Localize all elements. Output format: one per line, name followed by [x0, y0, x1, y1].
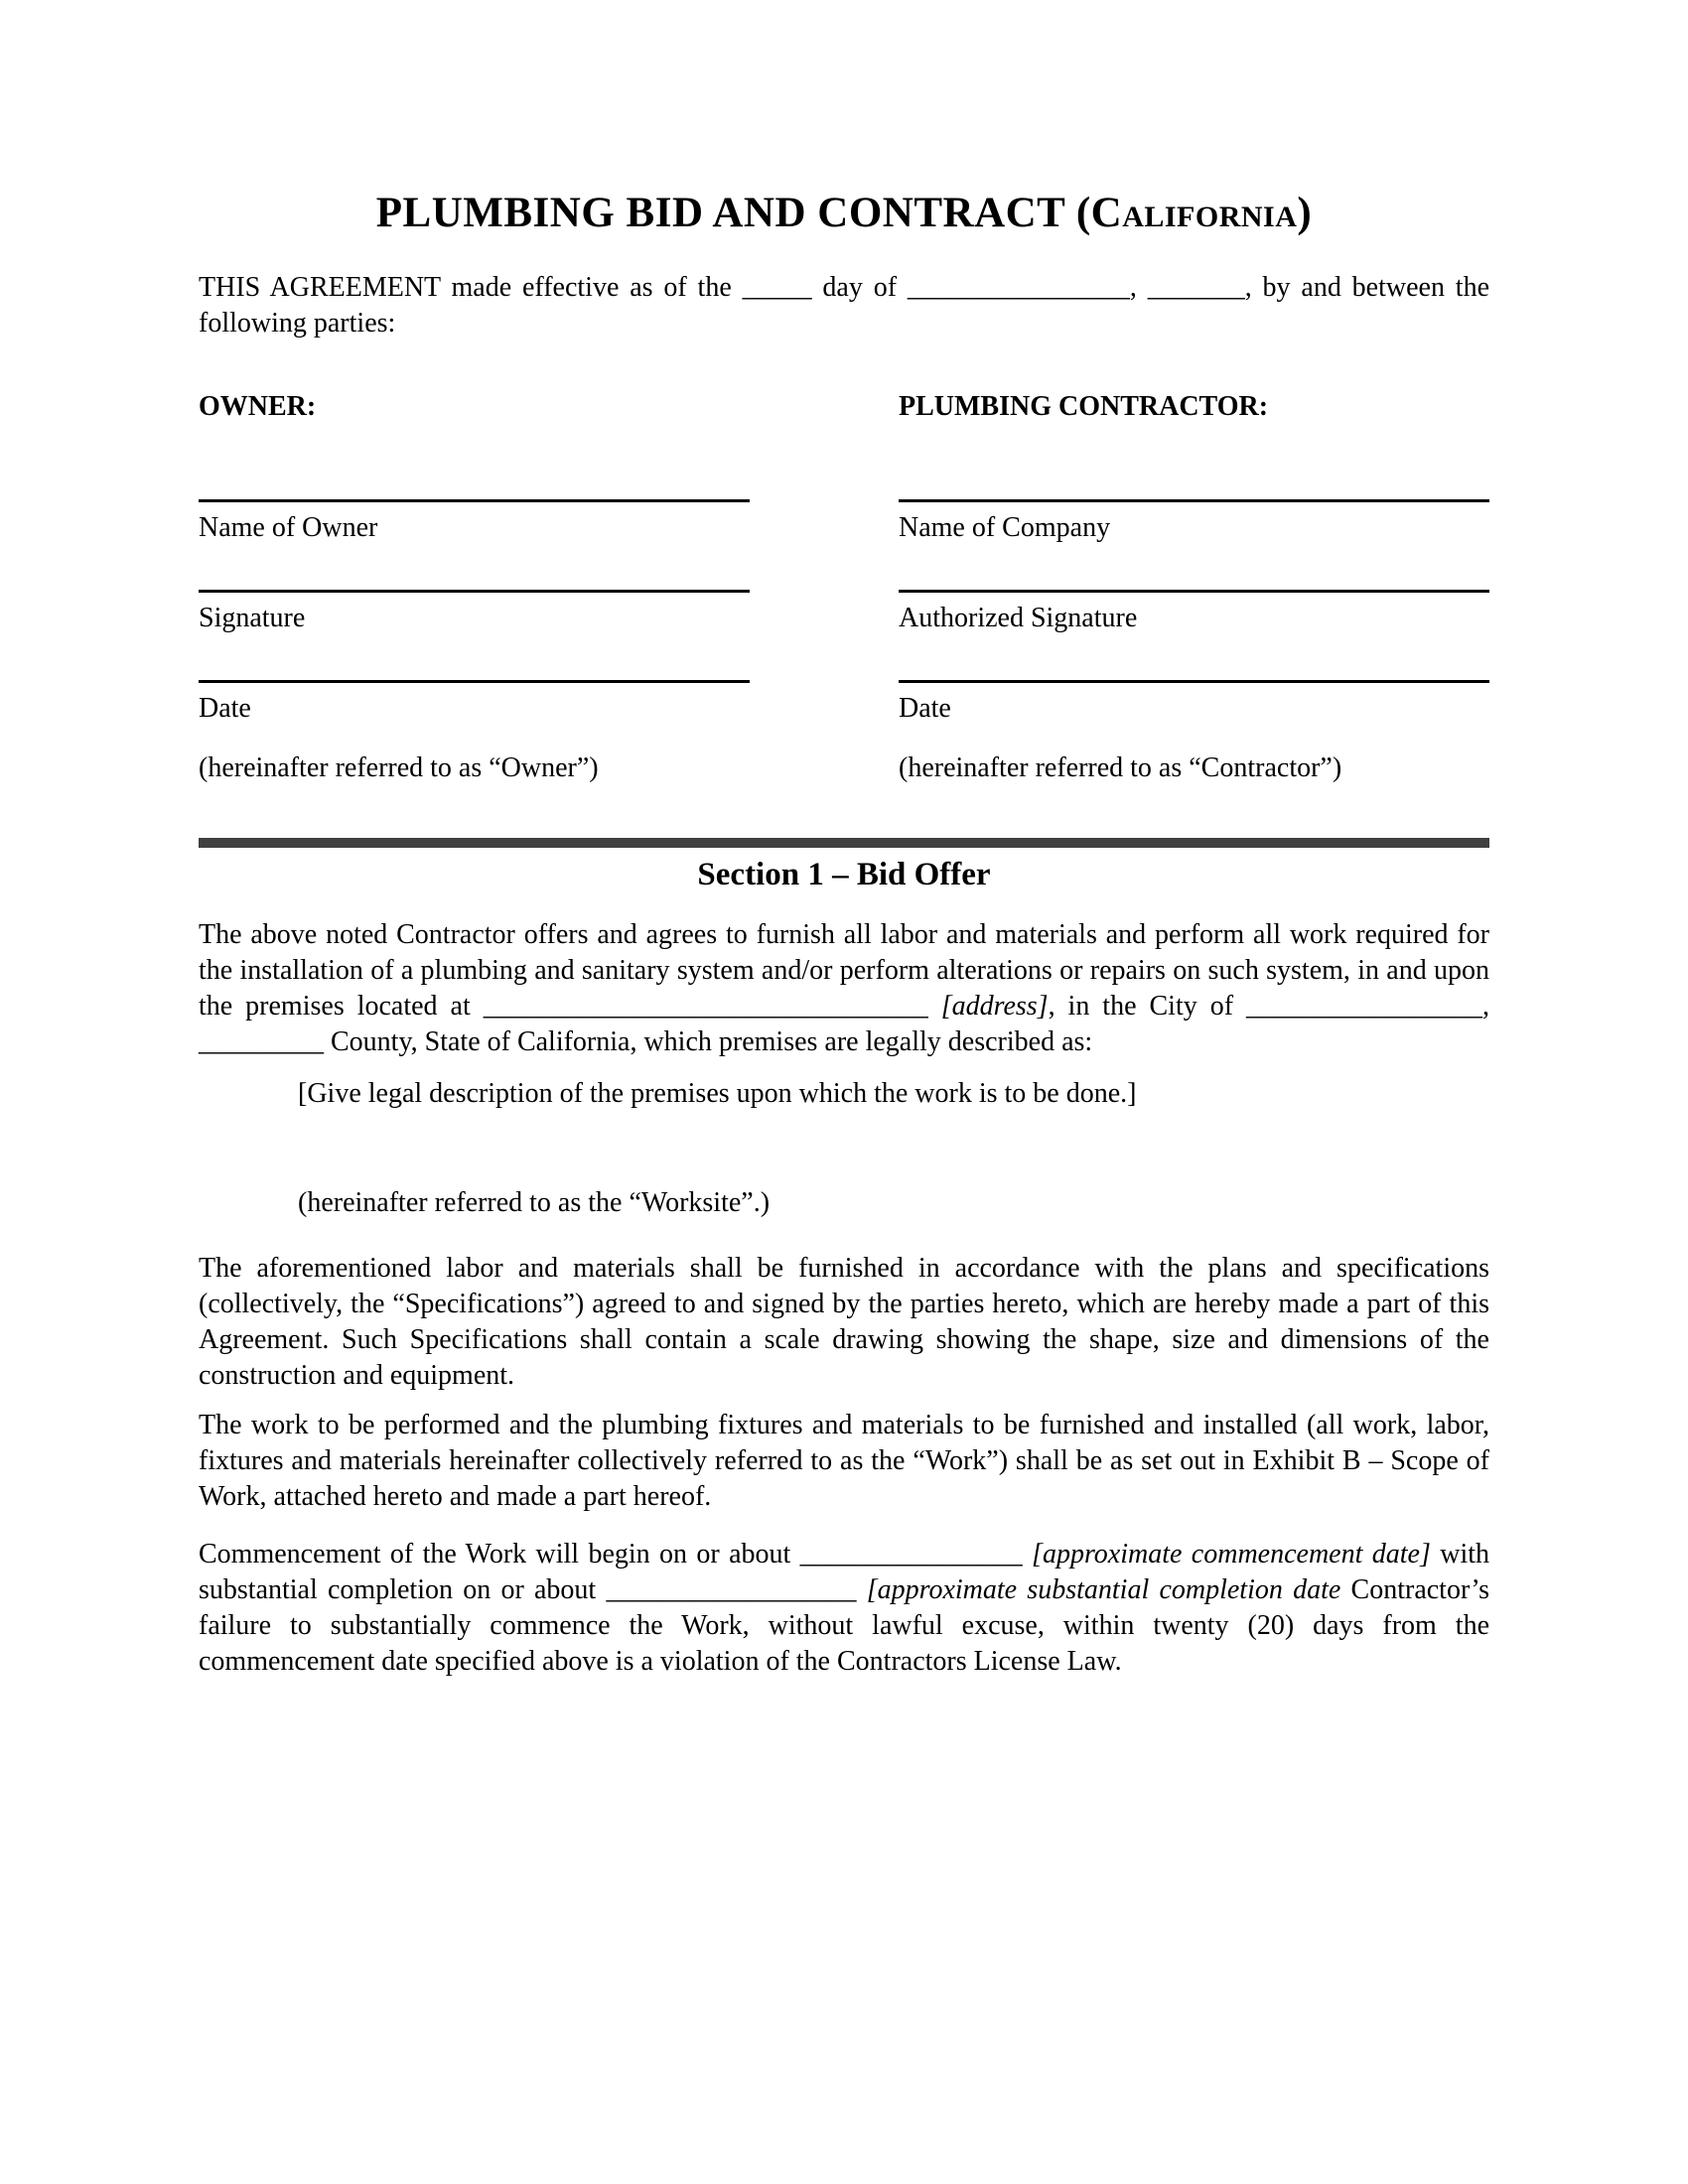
contractor-date-label: Date — [899, 693, 951, 724]
city-blank: _________________ — [1246, 991, 1482, 1022]
text-run: Commencement of the Work will begin on or about — [199, 1539, 800, 1570]
italic-note: [approximate substantial completion date — [866, 1574, 1341, 1605]
contractor-hereinafter-note: (hereinafter referred to as “Contractor”) — [899, 752, 1342, 783]
title-state: California — [1090, 190, 1298, 236]
contractor-signature-line — [899, 590, 1489, 636]
commencement-date-blank: ________________ — [799, 1539, 1023, 1570]
title-close-paren: ) — [1297, 190, 1313, 236]
contractor-column — [899, 389, 1489, 786]
month-blank: ________________ — [907, 272, 1130, 303]
owner-column — [199, 389, 750, 786]
text-run — [856, 1574, 866, 1605]
commencement-paragraph — [199, 1537, 1489, 1680]
address-blank: ________________________________ — [483, 991, 928, 1022]
legal-description-prompt: [Give legal description of the premises upon which the work is to be done.] — [298, 1078, 1137, 1109]
owner-heading: OWNER: — [199, 391, 317, 422]
contractor-heading: PLUMBING CONTRACTOR: — [899, 391, 1269, 422]
day-blank: _____ — [742, 272, 812, 303]
county-blank: _________ — [199, 1026, 324, 1057]
text-run: Contractor’s failure to substantially commence the Work, without lawful excuse, within twenty (20) days from the commencement date specified above is a violation of the Contractors License Law. — [199, 1574, 1489, 1677]
completion-date-blank: __________________ — [606, 1574, 857, 1605]
owner-name-label: Name of Owner — [199, 512, 378, 543]
text-run: day of — [811, 272, 908, 303]
text-run: with substantial completion on or about — [199, 1539, 1490, 1605]
text-run — [1023, 1539, 1032, 1570]
year-blank: _______ — [1147, 272, 1245, 303]
section-divider-bar — [199, 838, 1489, 848]
work-paragraph: The work to be performed and the plumbing fixtures and materials to be furnished and installed (all work, labor, fixtures and materials hereinafter collectively referred to as the “Work”) shall be as set out in Exhibit B – Scope of Work, attached hereto and made a part hereof. — [199, 1410, 1489, 1512]
owner-date-label: Date — [199, 693, 251, 724]
section1-heading: Section 1 – Bid Offer — [697, 857, 991, 892]
text-run: THIS AGREEMENT made effective as of the — [199, 272, 743, 303]
intro-paragraph — [199, 270, 1489, 341]
owner-name-signature-line — [199, 499, 750, 546]
parties-block — [199, 389, 1489, 786]
text-run: , by and between the following parties: — [199, 272, 1489, 339]
owner-signature-line — [199, 590, 750, 636]
specifications-paragraph: The aforementioned labor and materials shall be furnished in accordance with the plans and specifications (collectively, the “Specifications”) agreed to and signed by the parties hereto, which are hereby made a part of this Agreement. Such Specifications shall contain a scale drawing showing the shape, size and dimensions of the construction and equipment. — [199, 1253, 1489, 1391]
contractor-name-label: Name of Company — [899, 512, 1111, 543]
owner-hereinafter-note: (hereinafter referred to as “Owner”) — [199, 752, 599, 783]
text-run: County, State of California, which premises are legally described as: — [324, 1026, 1093, 1057]
contractor-signature-label: Authorized Signature — [899, 603, 1138, 633]
page-title — [199, 191, 1489, 236]
owner-date-line — [199, 680, 750, 727]
text-run: , — [1482, 991, 1489, 1022]
contractor-date-line — [899, 680, 1489, 727]
contractor-name-signature-line — [899, 499, 1489, 546]
text-run — [928, 991, 941, 1022]
worksite-note: (hereinafter referred to as the “Worksite”.) — [298, 1187, 771, 1218]
document-content — [199, 191, 1489, 1680]
text-run: The above noted Contractor offers and agrees to furnish all labor and materials and perform all work required for the installation of a plumbing and sanitary system and/or perform alterations or repairs on such system, in and upon the premises located at — [199, 919, 1489, 1022]
premises-paragraph — [199, 917, 1489, 1060]
title-main: PLUMBING BID AND CONTRACT ( — [375, 190, 1091, 236]
owner-signature-label: Signature — [199, 603, 306, 633]
text-run: , in the City of — [1048, 991, 1246, 1022]
italic-note: [approximate commencement date] — [1032, 1539, 1431, 1570]
italic-note: [address] — [940, 991, 1049, 1022]
text-run: , — [1129, 272, 1148, 303]
